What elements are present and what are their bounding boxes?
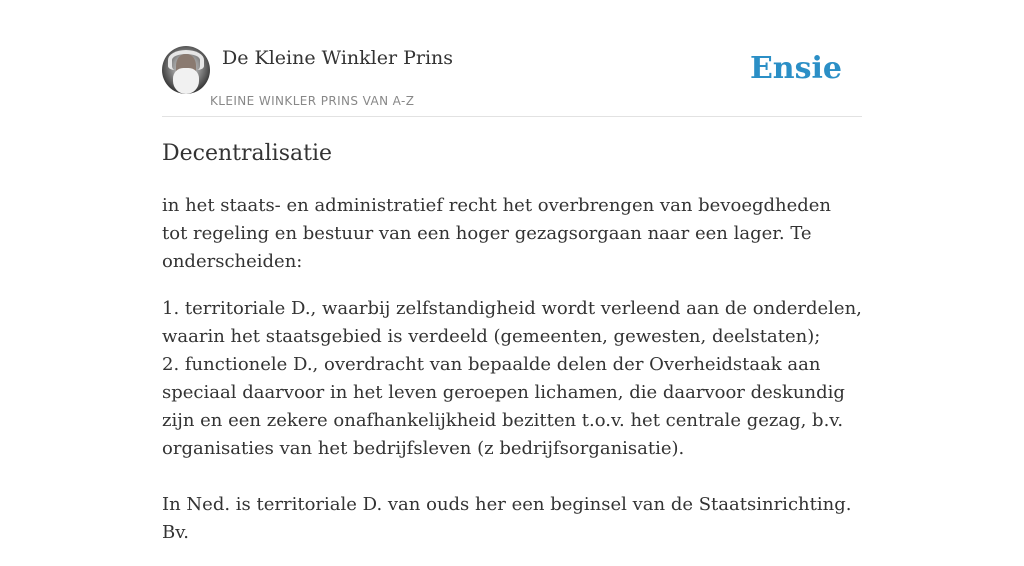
header (162, 46, 862, 117)
author-name[interactable]: De Kleine Winkler Prins (222, 47, 454, 69)
avatar-beard (173, 68, 199, 94)
source-label[interactable]: KLEINE WINKLER PRINS VAN A-Z (210, 94, 415, 108)
continuation-text: In Ned. is territoriale D. van ouds her een beginsel van de Staatsinrichting. Bv. (162, 494, 852, 543)
intro-paragraph: in het staats- en administratief recht het overbrengen van bevoegdheden tot regeling en bestuur van een hoger gezagsorgaan naar een lager. Te onderscheiden: (162, 195, 832, 272)
list-item: 2. functionele D., overdracht van bepaalde delen der Overheidstaak aan speciaal daarvoor in het leven geroepen lichamen, die daarvoor deskundig zijn en een zekere onafhankelijkheid bezitten t.o.v. het centrale gezag, b.v. organisaties van het bedrijfsleven (z bedrijfsorganisatie). (162, 354, 845, 459)
brand-logo[interactable]: Ensie (749, 51, 842, 86)
list-item: 1. territoriale D., waarbij zelfstandigheid wordt verleend aan de onderdelen, waarin het staatsgebied is verdeeld (gemeenten, gewesten, deelstaten); (162, 298, 862, 347)
list-paragraph (162, 295, 862, 547)
article-body (162, 192, 862, 566)
line-break (162, 463, 862, 491)
avatar[interactable] (162, 46, 210, 94)
page-title: Decentralisatie (162, 141, 333, 166)
